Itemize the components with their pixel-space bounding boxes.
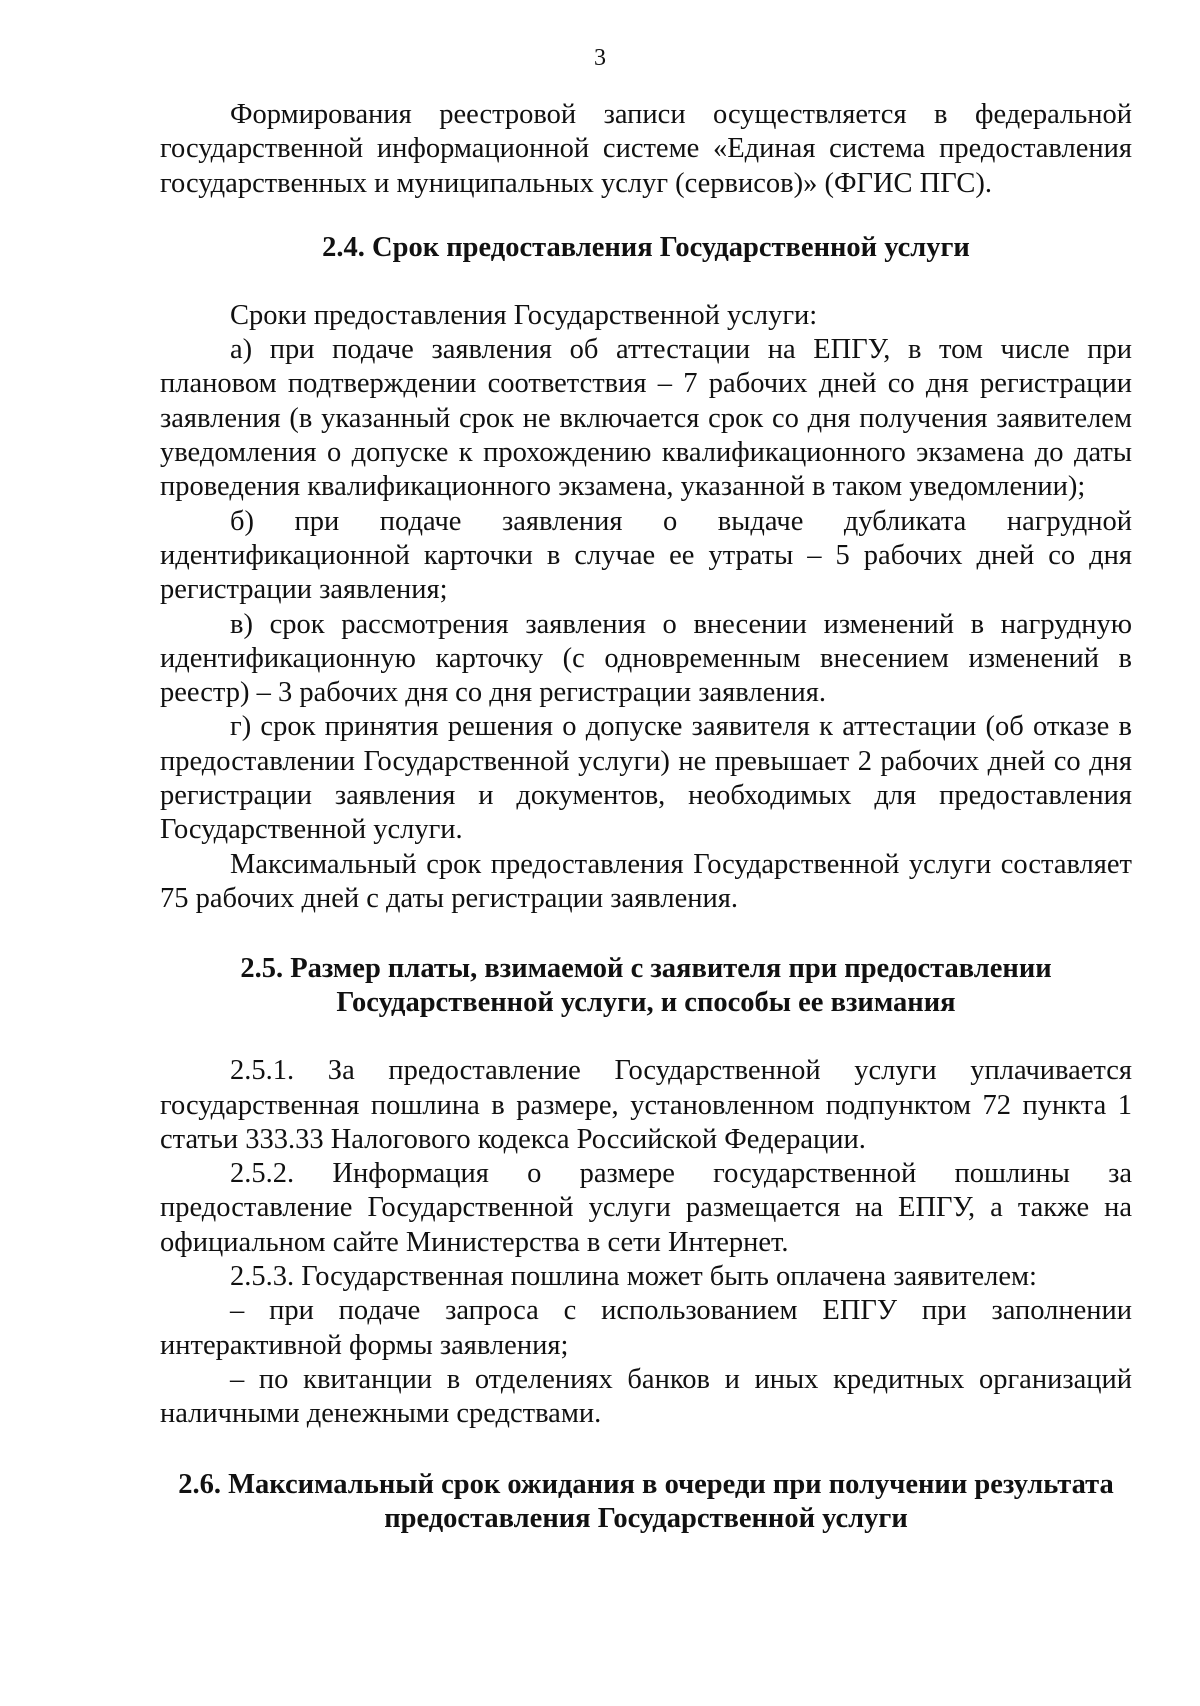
section-2-5-3: 2.5.3. Государственная пошлина может быть оплачена заявителем: (230, 1261, 1037, 1293)
section-2-5-3-dash-2: – по квитанции в отделениях банков и иных кредитных организаций наличными денежными средствами. (160, 1363, 1132, 1430)
section-2-4-paragraph: Сроки предоставления Государственной услуги: (230, 299, 818, 331)
section-2-4-item-a: а) при подаче заявления об аттестации на ЕПГУ, в том числе при плановом подтверждении соответствия – 7 рабочих дней со дня регистрации заявления (в указанный срок не включается срок со дня получения заявителем уведомления о допуске к прохождению квалификационного экзамена до даты проведения квалификационного экзамена, указанной в таком уведомлении); (160, 334, 1132, 503)
intro-paragraph: Формирования реестровой записи осуществляется в федеральной государственной информационной системе «Единая система предоставления государственных и муниципальных услуг (сервисов)» (ФГИС ПГС). (160, 99, 1132, 199)
section-2-5-2: 2.5.2. Информация о размере государственной пошлины за предоставление Государственной услуги размещается на ЕПГУ, а также на официальном сайте Министерства в сети Интернет. (160, 1158, 1132, 1258)
section-2-4-item-v: в) срок рассмотрения заявления о внесении изменений в нагрудную идентификационную карточку (с одновременным внесением изменений в реестр) – 3 рабочих дня со дня регистрации заявления. (160, 608, 1132, 709)
section-2-4-heading: 2.4. Срок предоставления Государственной услуги (322, 231, 970, 263)
section-2-5-heading-line1: 2.5. Размер платы, взимаемой с заявителя при предоставлении (240, 953, 1052, 985)
section-2-6-heading-line1: 2.6. Максимальный срок ожидания в очереди при получении результата (178, 1468, 1114, 1500)
section-2-6-heading-line2: предоставления Государственной услуги (384, 1502, 908, 1534)
page-number: 3 (594, 45, 606, 71)
section-2-4-item-g: г) срок принятия решения о допуске заявителя к аттестации (об отказе в предоставлении Государственной услуги) не превышает 2 рабочих дней со дня регистрации заявления и документов, необходимых для предоставления Государственной услуги. (160, 711, 1132, 846)
section-2-4-max-term: Максимальный срок предоставления Государственной услуги составляет 75 рабочих дней с даты регистрации заявления. (160, 848, 1132, 914)
document-body (160, 98, 1132, 1536)
section-2-4-item-b: б) при подаче заявления о выдаче дубликата нагрудной идентификационной карточки в случае ее утраты – 5 рабочих дней со дня регистрации заявления; (160, 505, 1132, 606)
section-2-5-1: 2.5.1. За предоставление Государственной услуги уплачивается государственная пошлина в размере, установленном подпунктом 72 пункта 1 статьи 333.33 Налогового кодекса Российской Федерации. (160, 1055, 1132, 1155)
section-2-5-heading-line2: Государственной услуги, и способы ее взимания (336, 987, 956, 1019)
section-2-5-3-dash-1: – при подаче запроса с использованием ЕПГУ при заполнении интерактивной формы заявления; (160, 1295, 1132, 1361)
